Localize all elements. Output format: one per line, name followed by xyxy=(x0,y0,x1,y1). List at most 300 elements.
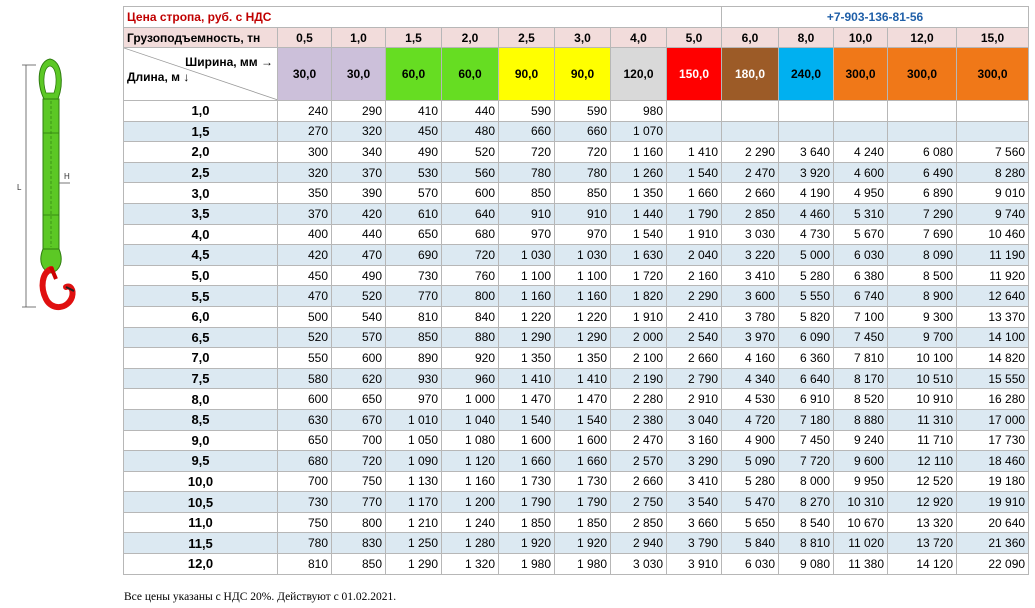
price-cell: 890 xyxy=(386,348,442,369)
table-row xyxy=(124,121,1029,142)
price-cell: 2 750 xyxy=(611,492,667,513)
price-cell: 1 470 xyxy=(555,389,611,410)
price-cell: 570 xyxy=(386,183,442,204)
table-row xyxy=(124,101,1029,122)
price-cell: 8 170 xyxy=(834,368,888,389)
price-cell: 16 280 xyxy=(957,389,1029,410)
price-cell: 8 900 xyxy=(888,286,957,307)
price-cell: 6 360 xyxy=(779,348,834,369)
price-cell: 970 xyxy=(499,224,555,245)
price-cell: 1 410 xyxy=(499,368,555,389)
capacity-cell: 3,0 xyxy=(555,28,611,48)
price-cell: 660 xyxy=(499,121,555,142)
price-cell: 520 xyxy=(278,327,332,348)
price-cell: 2 280 xyxy=(611,389,667,410)
length-cell: 9,0 xyxy=(124,430,278,451)
width-cell: 30,0 xyxy=(278,48,332,101)
capacity-cell: 12,0 xyxy=(888,28,957,48)
length-cell: 1,5 xyxy=(124,121,278,142)
width-label: Ширина, мм → xyxy=(185,55,273,69)
price-cell: 680 xyxy=(442,224,499,245)
price-cell: 8 880 xyxy=(834,409,888,430)
price-cell: 1 320 xyxy=(442,554,499,575)
price-cell: 10 510 xyxy=(888,368,957,389)
price-cell: 4 160 xyxy=(722,348,779,369)
price-cell: 720 xyxy=(442,245,499,266)
price-cell: 1 410 xyxy=(555,368,611,389)
price-cell: 520 xyxy=(332,286,386,307)
price-cell: 22 090 xyxy=(957,554,1029,575)
table-row xyxy=(124,265,1029,286)
price-cell: 970 xyxy=(386,389,442,410)
price-cell: 2 850 xyxy=(722,203,779,224)
height-mark: H xyxy=(64,172,70,181)
price-cell: 660 xyxy=(555,121,611,142)
price-cell: 4 340 xyxy=(722,368,779,389)
price-cell: 1 850 xyxy=(555,512,611,533)
price-cell xyxy=(667,121,722,142)
price-cell: 7 810 xyxy=(834,348,888,369)
price-cell: 3 920 xyxy=(779,162,834,183)
table-row xyxy=(124,554,1029,575)
price-cell: 550 xyxy=(278,348,332,369)
price-cell: 980 xyxy=(611,101,667,122)
price-cell: 3 970 xyxy=(722,327,779,348)
length-cell: 2,0 xyxy=(124,142,278,163)
price-cell: 3 160 xyxy=(667,430,722,451)
price-cell: 1 350 xyxy=(611,183,667,204)
capacity-cell: 6,0 xyxy=(722,28,779,48)
price-cell: 9 080 xyxy=(779,554,834,575)
price-cell: 5 820 xyxy=(779,306,834,327)
price-cell: 2 410 xyxy=(667,306,722,327)
price-cell: 390 xyxy=(332,183,386,204)
table-row xyxy=(124,245,1029,266)
price-cell: 680 xyxy=(278,451,332,472)
price-cell: 810 xyxy=(386,306,442,327)
price-cell: 2 470 xyxy=(722,162,779,183)
price-cell: 6 490 xyxy=(888,162,957,183)
length-cell: 10,5 xyxy=(124,492,278,513)
length-cell: 8,0 xyxy=(124,389,278,410)
price-cell: 320 xyxy=(278,162,332,183)
price-cell: 19 180 xyxy=(957,471,1029,492)
price-cell xyxy=(834,101,888,122)
price-cell xyxy=(779,121,834,142)
price-cell: 1 660 xyxy=(499,451,555,472)
price-cell: 1 600 xyxy=(555,430,611,451)
width-cell: 300,0 xyxy=(888,48,957,101)
price-cell: 840 xyxy=(442,306,499,327)
price-cell: 1 540 xyxy=(667,162,722,183)
price-cell: 470 xyxy=(278,286,332,307)
price-cell: 800 xyxy=(332,512,386,533)
price-cell: 14 100 xyxy=(957,327,1029,348)
length-cell: 12,0 xyxy=(124,554,278,575)
price-cell xyxy=(667,101,722,122)
price-cell: 1 980 xyxy=(555,554,611,575)
price-cell: 10 100 xyxy=(888,348,957,369)
price-cell: 8 520 xyxy=(834,389,888,410)
price-cell: 2 160 xyxy=(667,265,722,286)
price-cell: 910 xyxy=(555,203,611,224)
width-cell: 90,0 xyxy=(499,48,555,101)
price-cell: 5 650 xyxy=(722,512,779,533)
table-row xyxy=(124,368,1029,389)
price-cell: 1 290 xyxy=(499,327,555,348)
price-cell xyxy=(834,121,888,142)
length-cell: 4,5 xyxy=(124,245,278,266)
price-cell: 590 xyxy=(499,101,555,122)
capacity-cell: 15,0 xyxy=(957,28,1029,48)
price-cell: 780 xyxy=(499,162,555,183)
price-cell: 440 xyxy=(442,101,499,122)
price-cell: 1 790 xyxy=(499,492,555,513)
price-cell: 6 030 xyxy=(722,554,779,575)
price-cell: 1 170 xyxy=(386,492,442,513)
price-cell: 450 xyxy=(386,121,442,142)
price-cell: 1 910 xyxy=(667,224,722,245)
price-cell: 1 010 xyxy=(386,409,442,430)
price-cell: 780 xyxy=(278,533,332,554)
price-cell: 6 890 xyxy=(888,183,957,204)
price-cell: 11 920 xyxy=(957,265,1029,286)
price-cell: 1 090 xyxy=(386,451,442,472)
price-cell: 1 120 xyxy=(442,451,499,472)
price-cell: 1 720 xyxy=(611,265,667,286)
length-cell: 5,0 xyxy=(124,265,278,286)
width-cell: 150,0 xyxy=(667,48,722,101)
price-cell: 6 640 xyxy=(779,368,834,389)
price-cell: 17 730 xyxy=(957,430,1029,451)
price-cell: 1 350 xyxy=(499,348,555,369)
price-cell: 9 300 xyxy=(888,306,957,327)
capacity-cell: 0,5 xyxy=(278,28,332,48)
table-row xyxy=(124,430,1029,451)
price-cell: 640 xyxy=(442,203,499,224)
price-cell: 10 670 xyxy=(834,512,888,533)
price-cell: 5 000 xyxy=(779,245,834,266)
price-cell: 13 720 xyxy=(888,533,957,554)
price-cell: 650 xyxy=(386,224,442,245)
price-cell: 770 xyxy=(332,492,386,513)
price-cell: 850 xyxy=(332,554,386,575)
price-cell: 720 xyxy=(332,451,386,472)
price-cell: 1 540 xyxy=(611,224,667,245)
price-cell: 3 290 xyxy=(667,451,722,472)
length-cell: 5,5 xyxy=(124,286,278,307)
price-cell: 8 540 xyxy=(779,512,834,533)
price-cell: 350 xyxy=(278,183,332,204)
price-cell: 1 100 xyxy=(499,265,555,286)
price-cell: 1 290 xyxy=(386,554,442,575)
length-cell: 6,5 xyxy=(124,327,278,348)
price-cell: 4 460 xyxy=(779,203,834,224)
price-cell: 440 xyxy=(332,224,386,245)
price-cell: 520 xyxy=(442,142,499,163)
width-cell: 60,0 xyxy=(442,48,499,101)
price-cell: 300 xyxy=(278,142,332,163)
length-cell: 11,5 xyxy=(124,533,278,554)
price-cell: 3 660 xyxy=(667,512,722,533)
price-cell: 2 660 xyxy=(722,183,779,204)
price-cell: 2 190 xyxy=(611,368,667,389)
price-cell: 650 xyxy=(278,430,332,451)
price-cell: 7 290 xyxy=(888,203,957,224)
price-cell: 6 030 xyxy=(834,245,888,266)
price-cell: 11 190 xyxy=(957,245,1029,266)
price-cell: 1 260 xyxy=(611,162,667,183)
price-cell: 600 xyxy=(442,183,499,204)
price-cell: 5 470 xyxy=(722,492,779,513)
capacity-cell: 1,5 xyxy=(386,28,442,48)
price-cell: 270 xyxy=(278,121,332,142)
price-cell: 2 290 xyxy=(667,286,722,307)
length-cell: 3,0 xyxy=(124,183,278,204)
price-cell: 11 020 xyxy=(834,533,888,554)
price-cell: 1 910 xyxy=(611,306,667,327)
price-cell: 420 xyxy=(278,245,332,266)
price-cell: 13 320 xyxy=(888,512,957,533)
price-cell: 10 910 xyxy=(888,389,957,410)
price-cell: 4 950 xyxy=(834,183,888,204)
price-cell: 2 040 xyxy=(667,245,722,266)
price-cell: 910 xyxy=(499,203,555,224)
price-cell: 2 660 xyxy=(611,471,667,492)
price-cell: 1 220 xyxy=(555,306,611,327)
price-cell: 5 550 xyxy=(779,286,834,307)
price-cell: 11 710 xyxy=(888,430,957,451)
price-cell: 1 410 xyxy=(667,142,722,163)
price-cell: 600 xyxy=(332,348,386,369)
price-cell xyxy=(957,121,1029,142)
price-cell: 10 310 xyxy=(834,492,888,513)
price-cell: 600 xyxy=(278,389,332,410)
price-cell: 19 910 xyxy=(957,492,1029,513)
price-cell: 4 900 xyxy=(722,430,779,451)
price-cell: 750 xyxy=(332,471,386,492)
price-cell: 320 xyxy=(332,121,386,142)
price-cell: 650 xyxy=(332,389,386,410)
price-cell: 6 080 xyxy=(888,142,957,163)
price-cell: 2 940 xyxy=(611,533,667,554)
price-cell: 730 xyxy=(386,265,442,286)
price-cell: 2 470 xyxy=(611,430,667,451)
price-cell: 1 730 xyxy=(499,471,555,492)
price-cell: 760 xyxy=(442,265,499,286)
price-cell: 9 600 xyxy=(834,451,888,472)
price-cell: 470 xyxy=(332,245,386,266)
price-cell: 2 100 xyxy=(611,348,667,369)
price-cell: 7 690 xyxy=(888,224,957,245)
price-cell: 14 820 xyxy=(957,348,1029,369)
price-cell: 3 030 xyxy=(722,224,779,245)
capacity-cell: 2,5 xyxy=(499,28,555,48)
price-cell: 4 530 xyxy=(722,389,779,410)
title-row xyxy=(124,7,1029,28)
price-cell: 8 270 xyxy=(779,492,834,513)
price-cell: 1 280 xyxy=(442,533,499,554)
price-cell: 2 380 xyxy=(611,409,667,430)
price-cell: 1 160 xyxy=(499,286,555,307)
price-cell: 1 850 xyxy=(499,512,555,533)
price-cell: 1 540 xyxy=(555,409,611,430)
price-cell: 8 500 xyxy=(888,265,957,286)
table-row xyxy=(124,183,1029,204)
price-cell: 4 240 xyxy=(834,142,888,163)
capacity-label: Грузоподъемность, тн xyxy=(124,28,278,48)
price-cell: 8 280 xyxy=(957,162,1029,183)
width-cell: 60,0 xyxy=(386,48,442,101)
price-cell: 2 290 xyxy=(722,142,779,163)
price-cell: 590 xyxy=(555,101,611,122)
price-cell: 1 350 xyxy=(555,348,611,369)
price-cell: 4 190 xyxy=(779,183,834,204)
price-cell: 10 460 xyxy=(957,224,1029,245)
price-cell: 1 160 xyxy=(555,286,611,307)
price-cell: 920 xyxy=(442,348,499,369)
length-cell: 7,0 xyxy=(124,348,278,369)
price-cell: 540 xyxy=(332,306,386,327)
price-cell: 3 410 xyxy=(722,265,779,286)
table-row xyxy=(124,286,1029,307)
price-cell: 880 xyxy=(442,327,499,348)
price-cell: 2 850 xyxy=(611,512,667,533)
price-cell: 850 xyxy=(499,183,555,204)
price-cell: 1 080 xyxy=(442,430,499,451)
price-cell: 1 820 xyxy=(611,286,667,307)
price-cell: 1 660 xyxy=(667,183,722,204)
price-cell: 1 210 xyxy=(386,512,442,533)
footnote: Все цены указаны с НДС 20%. Действуют с 01.02.2021. xyxy=(124,591,397,603)
sling-illustration xyxy=(8,55,108,320)
price-cell: 3 780 xyxy=(722,306,779,327)
price-cell: 2 790 xyxy=(667,368,722,389)
price-cell: 1 440 xyxy=(611,203,667,224)
table-row xyxy=(124,203,1029,224)
price-cell: 800 xyxy=(442,286,499,307)
price-cell: 12 920 xyxy=(888,492,957,513)
width-cell: 180,0 xyxy=(722,48,779,101)
price-cell: 3 540 xyxy=(667,492,722,513)
table-row xyxy=(124,162,1029,183)
price-cell xyxy=(888,121,957,142)
price-cell: 410 xyxy=(386,101,442,122)
price-cell xyxy=(779,101,834,122)
price-cell: 7 450 xyxy=(834,327,888,348)
price-cell: 7 720 xyxy=(779,451,834,472)
price-cell: 1 290 xyxy=(555,327,611,348)
price-cell: 6 090 xyxy=(779,327,834,348)
table-row xyxy=(124,533,1029,554)
price-cell: 3 030 xyxy=(611,554,667,575)
width-cell: 300,0 xyxy=(834,48,888,101)
capacity-cell: 1,0 xyxy=(332,28,386,48)
length-cell: 7,5 xyxy=(124,368,278,389)
price-cell: 6 380 xyxy=(834,265,888,286)
price-cell: 12 110 xyxy=(888,451,957,472)
price-cell: 21 360 xyxy=(957,533,1029,554)
price-cell: 1 040 xyxy=(442,409,499,430)
length-cell: 8,5 xyxy=(124,409,278,430)
price-cell: 700 xyxy=(332,430,386,451)
length-label: Длина, м ↓ xyxy=(127,70,190,84)
price-cell: 700 xyxy=(278,471,332,492)
price-cell xyxy=(722,121,779,142)
width-cell: 120,0 xyxy=(611,48,667,101)
price-cell: 370 xyxy=(332,162,386,183)
price-cell: 1 250 xyxy=(386,533,442,554)
price-cell: 1 600 xyxy=(499,430,555,451)
price-cell: 1 660 xyxy=(555,451,611,472)
price-cell: 720 xyxy=(499,142,555,163)
capacity-cell: 2,0 xyxy=(442,28,499,48)
price-cell: 8 810 xyxy=(779,533,834,554)
length-mark: L xyxy=(17,183,22,192)
price-cell: 7 450 xyxy=(779,430,834,451)
length-cell: 6,0 xyxy=(124,306,278,327)
price-cell: 1 240 xyxy=(442,512,499,533)
price-cell: 770 xyxy=(386,286,442,307)
price-cell: 1 470 xyxy=(499,389,555,410)
price-cell: 8 000 xyxy=(779,471,834,492)
price-cell: 6 740 xyxy=(834,286,888,307)
price-cell: 14 120 xyxy=(888,554,957,575)
table-row xyxy=(124,389,1029,410)
table-row xyxy=(124,306,1029,327)
width-header-row xyxy=(124,48,1029,101)
price-cell: 2 660 xyxy=(667,348,722,369)
capacity-cell: 5,0 xyxy=(667,28,722,48)
price-cell: 580 xyxy=(278,368,332,389)
price-cell: 490 xyxy=(332,265,386,286)
price-cell: 3 220 xyxy=(722,245,779,266)
price-cell: 1 100 xyxy=(555,265,611,286)
price-cell: 7 100 xyxy=(834,306,888,327)
price-cell: 5 670 xyxy=(834,224,888,245)
price-rows xyxy=(124,101,1029,575)
price-cell: 6 910 xyxy=(779,389,834,410)
price-cell: 5 310 xyxy=(834,203,888,224)
price-cell: 560 xyxy=(442,162,499,183)
price-cell: 1 630 xyxy=(611,245,667,266)
price-cell: 1 160 xyxy=(611,142,667,163)
phone-number[interactable]: +7-903-136-81-56 xyxy=(722,7,1029,28)
length-cell: 1,0 xyxy=(124,101,278,122)
table-row xyxy=(124,348,1029,369)
table-title: Цена стропа, руб. с НДС xyxy=(124,7,722,28)
width-cell: 300,0 xyxy=(957,48,1029,101)
table-row xyxy=(124,512,1029,533)
price-cell: 3 600 xyxy=(722,286,779,307)
length-cell: 11,0 xyxy=(124,512,278,533)
price-cell: 690 xyxy=(386,245,442,266)
capacity-cell: 10,0 xyxy=(834,28,888,48)
price-cell: 1 070 xyxy=(611,121,667,142)
price-cell: 450 xyxy=(278,265,332,286)
price-cell: 720 xyxy=(555,142,611,163)
price-cell: 480 xyxy=(442,121,499,142)
price-table xyxy=(123,6,1029,575)
price-cell: 530 xyxy=(386,162,442,183)
price-cell: 1 050 xyxy=(386,430,442,451)
price-cell: 1 030 xyxy=(555,245,611,266)
price-cell: 5 090 xyxy=(722,451,779,472)
price-cell: 5 280 xyxy=(722,471,779,492)
width-cell: 90,0 xyxy=(555,48,611,101)
price-cell: 3 040 xyxy=(667,409,722,430)
price-cell: 730 xyxy=(278,492,332,513)
